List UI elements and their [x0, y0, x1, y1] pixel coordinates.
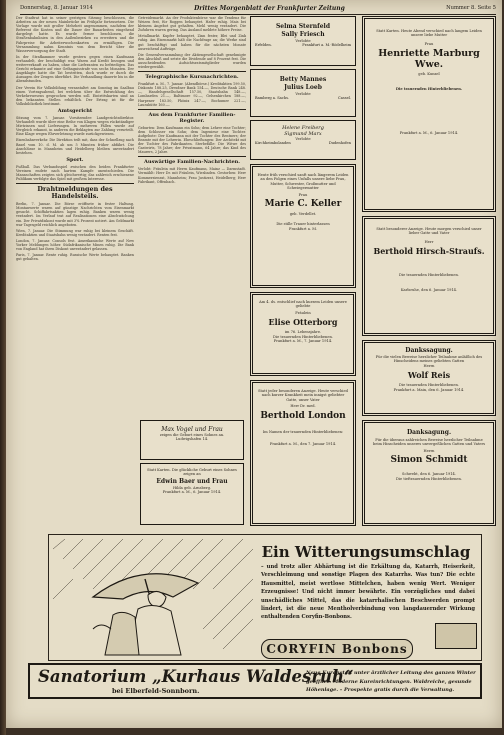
news-text-block: Fußball. Das Verbandsspiel zwischen den beiden Frankfurter Vereinen endete nach hartem Kampfe unentschieden. Die Mannschaften zeigten sich gleichwertig; das zahlreich erschienene Publikum verfolgte das Spiel mit großem Interesse.	[16, 164, 134, 182]
column-markets	[138, 16, 246, 186]
sternfeld-role: Verlobte	[295, 39, 311, 43]
mannes-place-r: Cassel.	[338, 96, 351, 101]
news-text-block: Eisenbahnverkehr. Die Direktion teilt mit, dass der Schnellzug nach Basel vom 10. d. M. ab um 5 Minuten früher abfährt. Die Anschlüsse in Mannheim und Heidelberg bleiben unverändert bestehen.	[16, 138, 134, 155]
sternfeld-place-r: Frankfurt a. M.-Rödelheim	[302, 43, 351, 48]
umbrella-woman-illustration	[53, 539, 253, 657]
marburg-nee: geb. Kunzel	[418, 72, 440, 77]
section-heading: Auswärtige Familien-Nachrichten.	[143, 159, 241, 166]
wolf-title: Herrn	[423, 363, 435, 368]
wolf-date: Frankfurt a. Main, den 6. Januar 1914.	[393, 387, 465, 392]
news-text-block: Metallmarkt. Kupfer behauptet, Zinn fester, Blei und Zink ruhig. Am Eisenmarkt hält die Nachfrage an; die Werke sind gut beschäftigt und haben für die nächsten Monate ausreichend Aufträge.	[138, 34, 246, 51]
masthead: Drittes Morgenblatt der Frankfurter Zeitung	[194, 4, 345, 12]
schmidt-name: Simon Schmidt	[390, 455, 468, 466]
divider	[138, 71, 246, 72]
news-text-block: Verlobt: Fräulein mit Herrn Kaufmann, Mainz — Darmstadt. Vermählt: Herr Dr. mit Fräulein, Wiesbaden. Gestorben: Herr Kommerzienrat, Mannheim; Frau Justizrat, Heidelberg; Herr Fabrikant, Offenbach.	[138, 167, 246, 184]
obituary-london	[250, 380, 356, 526]
keller-nee: geb. Verdellet.	[289, 212, 317, 217]
marburg-date: Frankfurt a. M., 6. Januar 1914.	[399, 131, 459, 136]
london-intro: Statt jeder besonderen Anzeige. Heute verschied nach kurzer Krankheit mein innigst geliebter Gatte, unser Vater	[258, 389, 348, 402]
news-text-block: Sitzung vom 7. Januar. Vorsitzender: Landgerichtsdirektor. Verhandelt wurde über eine Reihe von Klagen wegen rückständiger Mietzinsen und Lieferungen. In mehreren Fällen wurde auf Vergleich erkannt, in anderen die Beklagten zur Zahlung verurteilt. Eine Klage wegen Ehrverletzung wurde zurückgewiesen.	[16, 115, 134, 137]
bonbon-box-icon	[435, 623, 477, 649]
schmidt-head: Danksagung.	[406, 429, 452, 436]
news-text-block: Die Generalversammlung der Aktiengesellschaft genehmigte den Abschluß und setzte die Dividende auf 8 Prozent fest. Die ausscheidenden Aufsichtsratsmitglieder wurden wiedergewählt.	[138, 52, 246, 70]
sanatorium-location: bei Elberfeld-Sonnborn.	[112, 687, 200, 695]
hirsch-sig: Die trauernden Hinterbliebenen.	[399, 273, 459, 278]
coryfin-logo: CORYFIN Bonbons	[261, 639, 413, 659]
otterborg-name: Elise Otterborg	[268, 317, 338, 328]
sternfeld-place-l: Erfelden.	[255, 43, 272, 48]
weather-ad-title: Ein Witterungsumschlag	[261, 543, 471, 561]
hirsch-title: Herr	[424, 239, 434, 244]
sternfeld-name-2: Sally Friesch	[281, 31, 325, 38]
sanatorium-advertisement	[28, 663, 482, 699]
engagement-mannes	[250, 69, 356, 117]
marburg-title: Frau	[424, 41, 434, 46]
keller-note: Die stille Trauer hinterlassen	[276, 222, 330, 227]
news-text-block: Paris, 7. Januar. Rente ruhig. Russische Werte behauptet. Banken gut gehalten.	[16, 253, 134, 262]
weather-ad-body: – und trotz aller Abhärtung ist die Erkältung da, Katarrh, Heiserkeit, Verschleimung und sonstige Plagen des Katarrhs. Was tun? Die echte Hausmittel, meist wertlose Mittelchen, haben wenig Wert. Weniger Erzeugnisse! Und nicht immer bewährte. Ein vorzügliches und dabei unschädliches Mittel, das die katarrhalischen Beschwerden prompt lindert, ist die neue Mentholverbindung von langdauernder Wirkung enthaltenden Coryfin-Bonbons.	[261, 564, 475, 621]
news-text-block: Der Verein für Volksbildung veranstaltet am Sonntag im Saalbau einen Vortragsabend, bei welchem über die Entwicklung des Verkehrswesens gesprochen werden soll. Eintrittskarten sind an den bekannten Stellen erhältlich. Der Ertrag ist für die Volksbibliothek bestimmt.	[16, 85, 134, 106]
obituary-keller	[250, 164, 356, 288]
mannes-name-1: Betty Mannes	[279, 76, 327, 83]
section-heading-handel: Drahtmeldungen des Handelsteils.	[37, 185, 113, 201]
keller-intro: Heute früh verschied sanft nach längerem Leiden an den Folgen eines Unfalls unsere liebe Frau, Mutter, Schwester, Großmutter und Schwiegermutter	[257, 173, 349, 191]
marburg-intro: Statt Karten. Heute Abend verschied nach langem Leiden unsere liebe Mutter	[376, 29, 482, 38]
freiberg-place-r: Dudenhofen	[328, 141, 351, 146]
divider	[138, 156, 246, 157]
mannes-place-l: Bamberg a. Sachs.	[255, 96, 290, 101]
thanks-wolf-reis	[362, 340, 496, 416]
schmidt-sig: Die tieftrauernden Hinterbliebenen.	[396, 476, 462, 481]
marburg-sig: Die trauernden Hinterbliebenen.	[395, 86, 463, 91]
baer-name: Edwin Baer und Frau	[156, 477, 228, 485]
freiberg-role: Verlobte	[295, 137, 311, 141]
london-sig: Im Namen der trauernden Hinterbliebenen:	[262, 429, 344, 434]
divider	[138, 109, 246, 110]
keller-title: Frau	[298, 192, 308, 197]
sanatorium-title: Sanatorium „Kurhaus Waldesruh“	[38, 667, 354, 686]
obituary-hirsch	[362, 216, 496, 336]
otterborg-title: Fräulein	[295, 310, 311, 315]
vogel-place: Ludwigshafen 14.	[175, 437, 209, 442]
wolf-text: Für die vielen Beweise herzlicher Teilnahme anläßlich des Hinscheidens meines geliebten Gatten	[375, 355, 483, 364]
london-title: Herr Dr. med.	[290, 404, 316, 409]
vogel-line-1: Max Vogel und Frau	[161, 426, 223, 433]
wolf-name: Wolf Reis	[407, 370, 451, 381]
birth-announcement-baer	[140, 463, 244, 525]
baer-sub: Hilda geb. Arnsberg.	[172, 485, 212, 490]
freiberg-place-l: Kirchheimbolanden	[255, 141, 291, 146]
coryfin-advertisement	[48, 534, 482, 661]
sternfeld-name-1: Selma Sternfeld	[275, 23, 331, 30]
hirsch-name: Berthold Hirsch-Straufs.	[373, 246, 485, 257]
obituary-marburg	[362, 16, 496, 212]
section-heading: Amtsgericht	[57, 107, 93, 114]
hirsch-intro: Statt besonderer Anzeige. Heute morgen verschied unser lieber Gatte und Vater	[376, 227, 482, 236]
obituary-otterborg	[250, 292, 356, 376]
divider	[16, 183, 134, 184]
engagement-freiberg	[250, 120, 356, 160]
baer-intro: Statt Karten. Die glückliche Geburt eines Sohnes zeigen an	[147, 468, 237, 477]
news-text-block: London, 7. Januar. Consols fest. Amerikanische Werte auf New Yorker Meldungen höher. Südafrikanische Minen ruhig. Die Bank von England hat ihren Diskont unverändert gelassen.	[16, 238, 134, 252]
news-text-block: Geburten: Dem Kaufmann ein Sohn; dem Lehrer eine Tochter; dem Schlosser ein Sohn; dem Ingenieur eine Tochter. Aufgebote: Der Kaufmann mit der Tochter des Rentners; der Beamte mit der Lehrerin. Eheschließungen: Der Architekt mit der Tochter des Fabrikanten. Sterbefälle: Die Witwe des Gastwirts, 78 Jahre; der Privatmann, 64 Jahre; das Kind des Maurers, 2 Jahre.	[138, 125, 246, 155]
news-text-block: Getreidemarkt. An der Produktenbörse war die Tendenz für Weizen fest, für Roggen behauptet. Hafer ruhig. Mais bei kleinem Angebot gut gehalten. Mehl wenig verändert. Die Zufuhren waren gering. Das Ausland meldete höhere Preise.	[138, 16, 246, 33]
keller-place: Frankfurt a. M.	[288, 226, 318, 231]
freiberg-name-2: Sigmund Marx	[284, 131, 322, 137]
news-text-block: In der Strafkammer wurde gestern gegen einen Kaufmann verhandelt, der beschuldigt war, Waren auf Kredit bezogen und weiterverkauft zu haben, ohne die Lieferanten zu befriedigen. Das Gericht erkannte auf eine Gefängnisstrafe von sechs Monaten. Der Angeklagte hatte die Tat bestritten, doch wurde er durch die Aussagen der Zeugen überführt. Die Verhandlung dauerte bis in die Abendstunden.	[16, 54, 134, 84]
page-header	[20, 2, 496, 15]
otterborg-sub: im 76. Lebensjahre.	[284, 330, 322, 335]
london-date: Frankfurt a. M., den 7. Januar 1914.	[269, 442, 337, 447]
vogel-line-2: zeigen die Geburt eines Sohnes an.	[159, 433, 225, 437]
engagement-sternfeld	[250, 16, 356, 66]
header-date: Donnerstag, 8. Januar 1914	[20, 5, 93, 11]
baer-date: Frankfurt a. M., 6. Januar 1914.	[162, 490, 222, 495]
schmidt-text: Für die überaus zahlreichen Beweise herzlicher Teilnahme beim Hinscheiden unseres unvergeßlichen Gatten und Vaters	[372, 438, 486, 447]
news-text-block: Der Stadtrat hat in seiner gestrigen Sitzung beschlossen, die Arbeiten an der neuen Mainbrücke im Frühjahr fortzusetzen. Die Vorlage wurde mit großer Mehrheit angenommen, nachdem der Referent die Kosten und die Dauer der Bauarbeiten eingehend dargelegt hatte. Es wurde ferner beschlossen, die Straßenbahnlinien in den Außenbezirken zu erweitern und die Fahrpreise für Arbeiterwochenkarten zu ermäßigen. Die Versammlung nahm Kenntnis von dem Bericht über die Wasserversorgung der Stadt.	[16, 16, 134, 53]
wolf-head: Dankssagung.	[405, 347, 453, 354]
section-heading: Aus dem Frankfurter Familien-Register.	[148, 111, 236, 124]
otterborg-date: Frankfurt a. M., 7. Januar 1914.	[273, 339, 333, 344]
section-heading: Telegraphische Kursnachrichten.	[145, 74, 239, 81]
birth-announcement-vogel	[140, 420, 244, 460]
news-text-block: Berlin, 7. Januar. Die Börse eröffnete in fester Haltung. Montanwerte waren auf günstige Nachrichten vom Eisenmarkt gesucht. Schiffahrtsaktien lagen ruhig. Banken waren wenig verändert. Im Verlauf trat auf Realisationen eine Abschwächung ein. Der Privatdiskont wurde mit 3¾ Prozent notiert. Am Geldmarkt war Tagesgeld reichlich angeboten.	[16, 202, 134, 227]
mannes-name-2: Julius Loeb	[284, 84, 322, 91]
newspaper-page	[6, 0, 502, 728]
keller-name: Marie C. Keller	[264, 199, 342, 210]
marburg-name: Henriette Marburg Wwe.	[378, 48, 480, 71]
freiberg-name-1: Helene Freiberg	[282, 125, 324, 131]
thanks-schmidt	[362, 420, 496, 526]
otterborg-sig: Die trauernden Hinterbliebenen.	[273, 334, 333, 339]
news-text-block: Wien, 7. Januar. Die Stimmung war ruhig bei kleinem Geschäft. Kreditaktien und Staatsbahn wenig verändert. Renten fest.	[16, 228, 134, 237]
mannes-role: Verlobte	[295, 92, 311, 96]
schmidt-date: Schwebt, den 6. Januar 1914.	[402, 472, 456, 477]
london-name: Berthold London	[260, 410, 346, 421]
header-page-number: Nummer 8. Seite 5	[446, 5, 496, 11]
column-news	[16, 16, 134, 263]
section-heading: Sport.	[66, 156, 84, 163]
hirsch-date: Karlsruhe, den 6. Januar 1914.	[400, 287, 458, 292]
schmidt-title: Herrn	[423, 448, 435, 453]
wolf-sig: Die trauernden Hinterbliebenen.	[399, 383, 459, 388]
otterborg-intro: Am 4. ds. entschlief nach kurzem Leiden unsere geliebte	[259, 300, 347, 309]
sanatorium-text: Neue Kuranstalt unter ärztlicher Leitung des ganzen Winter geöffnet. Moderne Kureinrichtungen. Waldreiche, gesunde Höhenlage. – Prospekte gratis durch die Verwaltung.	[306, 670, 476, 694]
news-text-block: Frankfurt a. M., 7. Januar. (Abendbörse.) Kreditaktien 199.50, Diskonto 188.25, Dresdner Bank 154.—, Deutsche Bank 248.—, Handelsgesellschaft 157.50, Staatsbahn 148.—, Lombarden 21.—, Baltimore 92.—, Gelsenkirchen 188.—, Harpener 183.50, Phönix 247.—, Bochumer 221.—, Laurahütte 160.—.	[138, 82, 246, 107]
